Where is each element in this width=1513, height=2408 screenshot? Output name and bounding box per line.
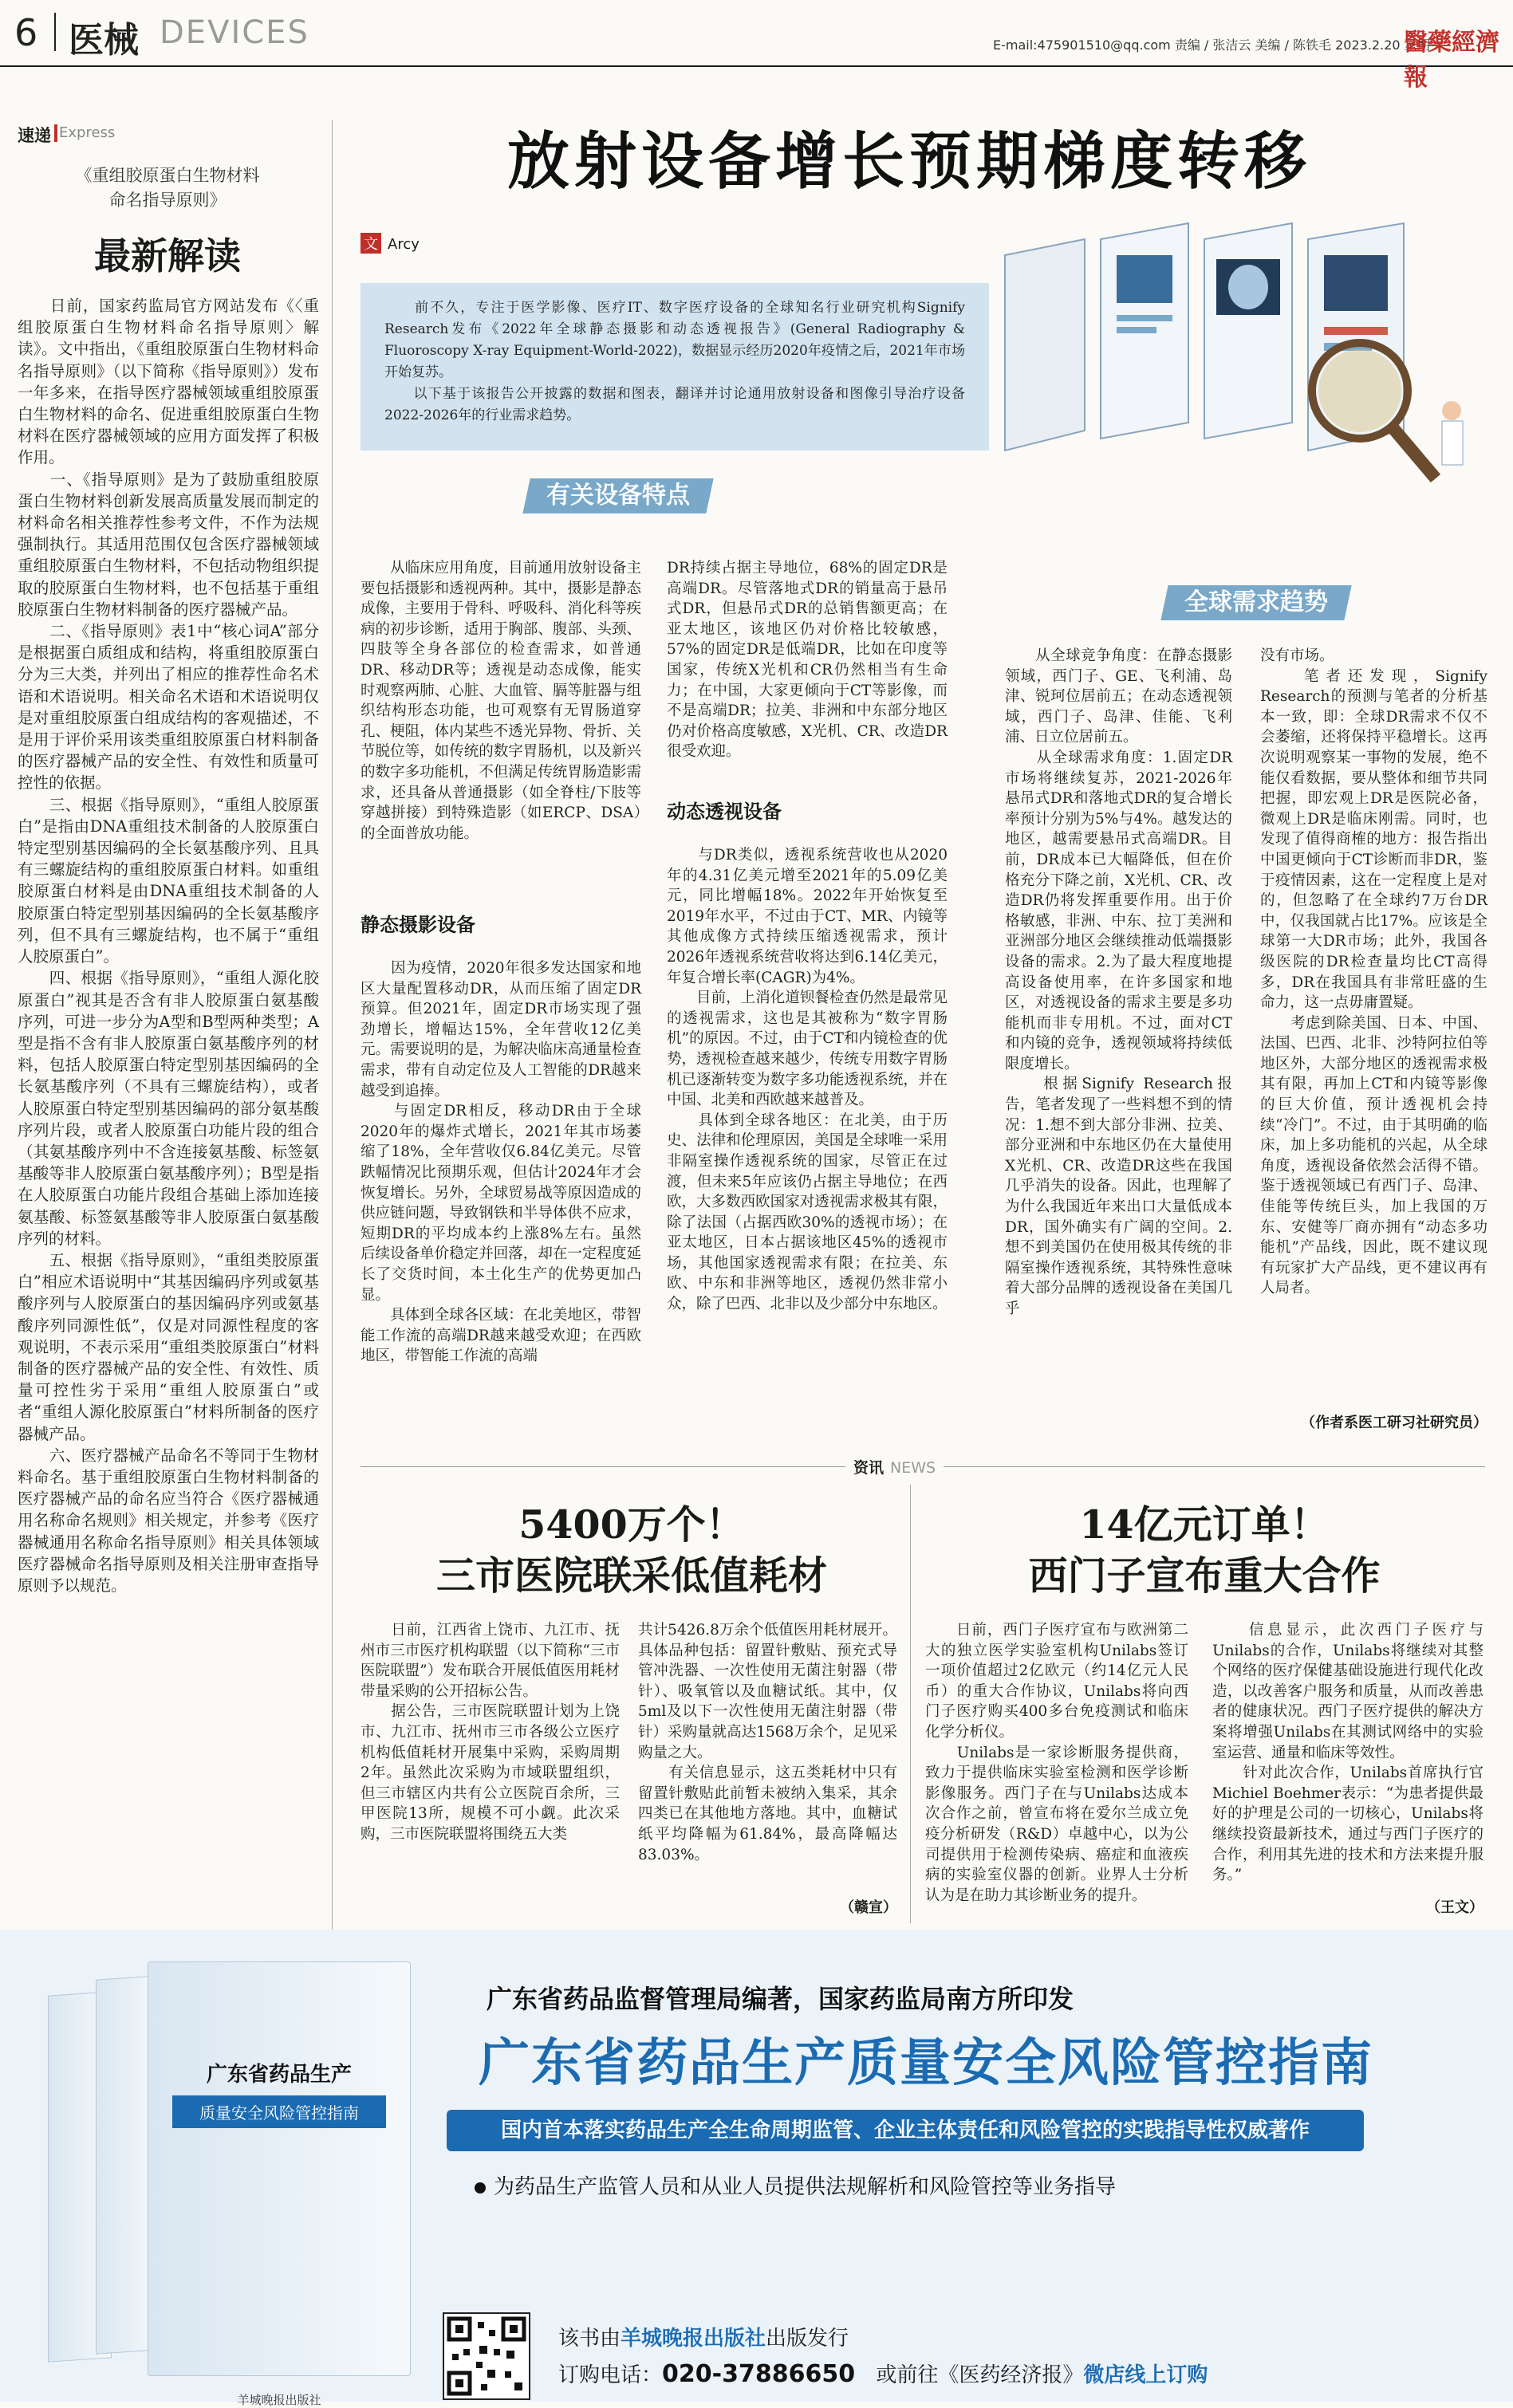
article-byline	[361, 233, 420, 254]
article-col1-body: 因为疫情，2020年很多发达国家和地区大量配置移动DR，从而压缩了固定DR预算。但2021年，固定DR市场实现了强劲增长，增幅达15%，全年营收12亿美元。需要说明的是，为解决临床高通量检查需求，带有自动定位及人工智能的DR越来越受到追捧。 与固定DR相反，移动DR由于全球2020年的爆炸式增长，2021年其市场萎缩了18%，全年营收仅6.84亿美元。尽管跌幅情况比预期乐观，但估计2024年才会恢复增长。另外，全球贸易战等原因造成的供应链问题，导致钢铁和半导体供不应求，短期DR的平均成本约上涨8%左右。虽然后续设备单价稳定并回落，却在一定程度延长了交货时间，本土化生产的优势更加凸显。 具体到全球各区域：在北美地区，带智能工作流的高端DR越来越受欢迎；在西欧地区，带智能工作流的高端	[361, 960, 641, 1365]
article-lede: 前不久，专注于医学影像、医疗IT、数字医疗设备的全球知名行业研究机构Signify Research发布《2022年全球静态摄影和动态透视报告》(General Radiography & Fluoroscopy X-ray Equipment-World-2022)，数据显示经历2020年疫情之后，2021年市场开始复苏。 以下基于该报告公开披露的数据和图表，翻译并讨论通用放射设备和图像引导治疗设备2022-2026年的行业需求趋势。	[361, 283, 989, 451]
article-col2-top: DR持续占据主导地位，68%的固定DR是高端DR。尽管落地式DR的销量高于悬吊式DR，但悬吊式DR的总销售额更高；在亚太地区，该地区仍对价格比较敏感，57%的固定DR是低端DR，比如在印度等国家，传统X光机和CR仍然相当有生命力；在中国，大家更倾向于CT等影像，而不是高端DR；拉美、非洲和中东部分地区仍对价格高度敏感，X光机、CR、改造DR很受欢迎。	[667, 560, 948, 761]
express-kicker-line2: 命名指导原则》	[108, 191, 227, 210]
express-label: 速递	[18, 126, 51, 145]
express-accent-bar	[54, 124, 57, 142]
section-title-en: DEVICES	[160, 14, 309, 51]
news-right-signature: （王文）	[1426, 1899, 1483, 1916]
article-col4-body: 没有市场。 笔者还发现，Signify Research的预测与笔者的分析基本一致，即：全球DR需求不仅不会萎缩，还将保持平稳增长。这再次说明观察某一事物的发展，绝不能仅看数据，要从整体和细节共同把握，即宏观上DR是医院必备，微观上DR是临床刚需。同时，也发现了值得商榷的地方：报告指出中国更倾向于CT诊断而非DR，鉴于疫情因素，这在一定程度上是对的，但忽略了在全球约7万台DR中，仅我国就占比17%。应该是全球第一大DR市场；此外，我国各级医院的DR检查量均比CT高得多，DR在我国具有非常旺盛的生命力，这一点毋庸置疑。 考虑到除美国、日本、中国、法国、巴西、北非、沙特阿拉伯等地区外，大部分地区的透视需求极其有限，再加上CT和内镜等影像的巨大价值，预计透视机会持续“冷门”。不过，由于其明确的临床，加上多功能机的兴起，从全球角度，透视设备依然会活得不错。鉴于透视领域已有西门子、岛津、佳能等传统巨头，加上我国的万东、安健等厂商亦拥有“动态多功能机”产品线，因此，既不建议现有玩家扩大产品线，更不建议再有人局者。	[1260, 647, 1487, 1297]
section-banner-features	[522, 478, 713, 513]
news-right-title	[925, 1499, 1483, 1601]
qr-code-graphic	[444, 2314, 529, 2398]
ad-pub-suffix: 出版发行	[766, 2327, 849, 2351]
news-right-col1: 日前，西门子医疗宣布与欧洲第二大的独立医学实验室机构Unilabs签订一项价值超过2亿欧元（约14亿元人民币）的重大合作协议，Unilabs将向西门子医疗购买400多台免疫测试和临床化学分析仪。 Unilabs是一家诊断服务提供商，致力于提供临床实验室检测和医学诊断影像服务。西门子在与Unilabs达成本次合作之前，曾宣布将在爱尔兰成立免疫分析研发（R&D）卓越中心，以为公司提供用于检测传染病、癌症和血液疾病的实验室仪器的创新。业界人士分析认为是在助力其诊断业务的提升。	[925, 1622, 1188, 1904]
news-left-col1: 日前，江西省上饶市、九江市、抚州市三市医疗机构联盟（以下简称“三市医院联盟”）发布联合开展低值医用耗材带量采购的公开招标公告。 据公告，三市医院联盟计划为上饶市、九江市、抚州市三市各级公立医疗机构低值耗材开展集中采购，采购周期2年。虽然此次采购为市域联盟组织，但三市辖区内共有公立医院百余所，三甲医院13所，规模不可小觑。此次采购，三市医院联盟将围绕五大类	[361, 1622, 620, 1843]
col1-subhead: 静态摄影设备	[361, 914, 475, 936]
byline-tag: 文	[361, 233, 381, 254]
ad-order-line	[558, 2359, 1208, 2388]
ad-or-text: 或前往《医药经济报》	[876, 2363, 1084, 2387]
express-title: 最新解读	[94, 234, 241, 277]
ad-title: 广东省药品生产质量安全风险管控指南	[479, 2034, 1373, 2093]
byline-author: Arcy	[388, 236, 420, 253]
article-col1-intro: 从临床应用角度，目前通用放射设备主要包括摄影和透视两种。其中，摄影是静态成像，主要用于骨科、呼吸科、消化科等疾病的初步诊断，适用于胸部、腹部、头颈、四肢等全身各部位的检查需求，如普通DR、移动DR等；透视是动态成像，能实时观察两肺、心脏、大血管、膈等脏器与组织结构形态功能，也可观察有无胃肠道穿孔、梗阻，体内某些不透光异物、骨折、关节脱位等，如传统的数字胃肠机，以及新兴的数字多功能机，不但满足传统胃肠造影需求，还具备从普通摄影（如全脊柱/下肢等穿越拼接）到特殊造影（如ERCP、DSA）的全面普放功能。	[361, 560, 641, 842]
article-illustration	[989, 223, 1483, 486]
page-header	[0, 0, 1513, 92]
ad-publisher-line	[558, 2322, 849, 2351]
section-banner-demand	[1160, 585, 1351, 620]
article-signature: （作者系医工研习社研究员）	[1301, 1415, 1487, 1431]
ad-bullet-text: 为药品生产监管人员和从业人员提供法规解析和风险管控等业务指导	[494, 2175, 1117, 2199]
news-label-en: NEWS	[890, 1459, 936, 1477]
book-cover	[148, 1961, 411, 2407]
page-number: 6	[14, 11, 38, 54]
header-meta: E-mail:475901510@qq.com 责编 / 张洁云 美编 / 陈铁毛 2023.2.20 星期一	[993, 37, 1443, 53]
ad-wechat-store-link[interactable]: 微店线上订购	[1083, 2363, 1208, 2387]
book-cover-publisher: 羊城晚报出版社	[237, 2393, 321, 2407]
imaging-screens-illustration	[989, 223, 1483, 486]
qr-code-icon[interactable]	[443, 2312, 530, 2400]
express-body: 日前，国家药监局官方网站发布《〈重组胶原蛋白生物材料命名指导原则〉解读》。文中指出，《重组胶原蛋白生物材料命名指导原则》（以下简称《指导原则》）发布一年多来，在指导医疗器械领域重组胶原蛋白生物材料的命名、促进重组胶原蛋白生物材料在医疗器械领域的应用方面发挥了积极作用。 一、《指导原则》是为了鼓励重组胶原蛋白生物材料创新发展高质量发展而制定的材料命名相关推荐性参考文件，不作为法规强制执行。其适用范围仅包含医疗器械领域重组胶原蛋白生物材料，不包括动物组织提取的胶原蛋白生物材料，也不包括基于重组胶原蛋白生物材料制备的医疗器械产品。 二、《指导原则》表1中“核心词A”部分是根据蛋白质组成和结构，将重组胶原蛋白分为三大类，并列出了相应的推荐性命名术语和术语说明。相关命名术语和术语说明仅是对重组胶原蛋白组成结构的客观描述，不是用于评价采用该类重组胶原蛋白材料制备的医疗器械产品的安全性、有效性和质量可控性的依据。 三、根据《指导原则》，“重组人胶原蛋白”是指由DNA重组技术制备的人胶原蛋白特定型别基因编码的全长氨基酸序列、且具有三螺旋结构的重组胶原蛋白材料。如重组胶原蛋白材料是由DNA重组技术制备的人胶原蛋白特定型别基因编码的全长氨基酸序列，但不具有三螺旋结构，也不属于“重组人胶原蛋白”。 四、根据《指导原则》，“重组人源化胶原蛋白”视其是否含有非人胶原蛋白氨基酸序列，可进一步分为A型和B型两种类型；A型是指不含有非人胶原蛋白氨基酸序列的材料，包括人胶原蛋白特定型别基因编码的全长氨基酸序列（不具有三螺旋结构），或者人胶原蛋白特定型别基因编码的部分氨基酸序列片段，或者人胶原蛋白功能片段的组合（其氨基酸序列中不含连接氨基酸、标签氨基酸等非人胶原蛋白氨基酸序列）；B型是指在人胶原蛋白功能片段组合基础上添加连接氨基酸、标签氨基酸等非人胶原蛋白氨基酸序列的材料。 五、根据《指导原则》，“重组类胶原蛋白”相应术语说明中“其基因编码序列或氨基酸序列与人胶原蛋白的基因编码序列或氨基酸序列同源性低”，仅是对同源性程度的客观说明，不表示采用“重组类胶原蛋白”材料制备的医疗器械产品的安全性、有效性、质量可控性劣于采用“重组人胶原蛋白”或者“重组人源化胶原蛋白”材料所制备的医疗器械产品。 六、医疗器械产品命名不等同于生物材料命名。基于重组胶原蛋白生物材料制备的医疗器械产品的命名应当符合《医疗器械通用名称命名规则》相关规定，并参考《医疗器械通用名称命名指导原则》相关具体领域医疗器械命名指导原则及相关注册审查指导原则予以规范。	[18, 297, 319, 1595]
ad-phone-label: 订购电话：	[558, 2363, 663, 2387]
news-left-title-line2: 三市医院联采低值耗材	[435, 1552, 827, 1599]
news-right-title-line2: 西门子宣布重大合作	[1028, 1552, 1381, 1599]
ad-phone-number[interactable]: 020-37886650	[662, 2360, 856, 2388]
article-title: 放射设备增长预期梯度转移	[506, 126, 1311, 198]
ad-tagline-band: 国内首本落实药品生产全生命周期监管、企业主体责任和风险管控的实践指导性权威著作	[447, 2110, 1364, 2151]
news-left-col2: 共计5426.8万余个低值医用耗材展开。具体品种包括：留置针敷贴、预充式导管冲洗器、一次性使用无菌注射器（带针）、吸氧管以及血糖试纸。其中，仅5ml及以下一次性使用无菌注射器（带针）采购量就高达1568万余个，足见采购量之大。 有关信息显示，这五类耗材中只有留置针敷贴此前暂未被纳入集采，其余四类已在其他地方落地。其中，血糖试纸平均降幅为61.84%，最高降幅达83.03%。	[638, 1622, 897, 1863]
express-kicker	[48, 163, 287, 213]
news-left-title-line1: 5400万个！	[518, 1501, 745, 1548]
section-title: 医械	[69, 20, 139, 61]
ad-bullet	[475, 2170, 1116, 2200]
article-col2-body: 与DR类似，透视系统营收也从2020年的4.31亿美元增至2021年的5.09亿美元，同比增幅18%。2022年开始恢复至2019年水平，不过由于CT、MR、内镜等其他成像方式持续压缩透视需求，预计2026年透视系统营收将达到6.14亿美元，年复合增长率(CAGR)为4%。 目前，上消化道钡餐检查仍然是最常见的透视需求，这也是其被称为“数字胃肠机”的原因。不过，由于CT和内镜检查的优势，透视检查越来越少，传统专用数字胃肠机已逐渐转变为数字多功能透视系统，并在中国、北美和西欧越来越普及。 具体到全球各地区：在北美，由于历史、法律和伦理原因，美国是全球唯一采用非隔室操作透视系统的国家，尽管正在过渡，但未来5年应该仍占据主导地位；在西欧，大多数西欧国家对透视需求极其有限，除了法国（占据西欧30%的透视市场）；在亚太地区，日本占据该地区45%的透视市场，其他国家透视需求有限；在拉美、东欧、中东和非洲等地区，透视仍然非常小众，除了巴西、北非以及少部分中东地区。	[667, 847, 948, 1313]
col2-subhead: 动态透视设备	[667, 801, 782, 823]
news-column-divider	[910, 1485, 911, 1923]
news-left-signature: （赣宣）	[840, 1899, 897, 1916]
ad-pub-name: 羊城晚报出版社	[621, 2327, 766, 2351]
masthead-logo: 醫藥經濟報	[1404, 29, 1499, 92]
header-divider	[54, 13, 56, 51]
express-kicker-line1: 《重组胶原蛋白生物材料	[75, 166, 260, 185]
bullet-icon	[475, 2182, 486, 2194]
news-label	[845, 1456, 944, 1477]
news-label-cn: 资讯	[853, 1459, 885, 1477]
express-label-en: Express	[59, 124, 116, 141]
column-divider	[332, 120, 333, 2191]
ad-top-line: 广东省药品监督管理局编著，国家药监局南方所印发	[487, 1984, 1074, 2014]
section-banner-features-label: 有关设备特点	[546, 482, 690, 510]
article-col3-body: 从全球竞争角度：在静态摄影领域，西门子、GE、飞利浦、岛津、锐珂位居前五；在动态透视领域，西门子、岛津、佳能、飞利浦、日立位居前五。 从全球需求角度：1.固定DR市场将继续复苏，2021-2026年悬吊式DR和落地式DR的复合增长率预计分别为5%与4%。越发达的地区，越需要悬吊式高端DR。目前，DR成本已大幅降低，但在价格充分下降之前，X光机、CR、改造DR仍将发挥重要作用。出于价格敏感，非洲、中东、拉丁美洲和亚洲部分地区会继续推动低端摄影设备的需求。2.为了最大程度地提高设备使用率，在许多国家和地区，对透视设备的需求主要是多功能机而非专用机。不过，面对CT和内镜的竞争，透视领域将持续低限度增长。 根据Signify Research报告，笔者发现了一些料想不到的情况：1.想不到大部分非洲、拉美、部分亚洲和中东地区仍在大量使用X光机、CR、改造DR这些在我国几乎消失的设备。因此，也理解了为什么我国近年来出口大量低成本DR，国外确实有广阔的空间。2.想不到美国仍在使用极其传统的非隔室操作透视系统，其特殊性意味着大部分品牌的透视设备在美国几乎	[1005, 647, 1232, 1317]
news-left-title	[361, 1499, 903, 1601]
news-right-col2: 信息显示，此次西门子医疗与Unilabs的合作，Unilabs将继续对其整个网络的医疗保健基础设施进行现代化改造，以改善客户服务和质量，从而改善患者的健康状况。西门子医疗提供的解决方案将增强Unilabs在其测试网络中的实验室运营、通量和临床等效性。 针对此次合作，Unilabs首席执行官Michiel Boehmer表示：“为患者提供最好的护理是公司的一切核心，Unilabs将继续投资最新技术，通过与西门子医疗的合作，利用其先进的技术和方法来提升服务。”	[1212, 1622, 1483, 1884]
book-cover-title-line1: 广东省药品生产	[206, 2063, 352, 2087]
book-cover-title-line2: 质量安全风险管控指南	[172, 2095, 386, 2128]
news-right-title-line1: 14亿元订单！	[1079, 1501, 1330, 1548]
ad-pub-prefix: 该书由	[558, 2327, 621, 2351]
section-banner-demand-label: 全球需求趋势	[1184, 588, 1328, 616]
